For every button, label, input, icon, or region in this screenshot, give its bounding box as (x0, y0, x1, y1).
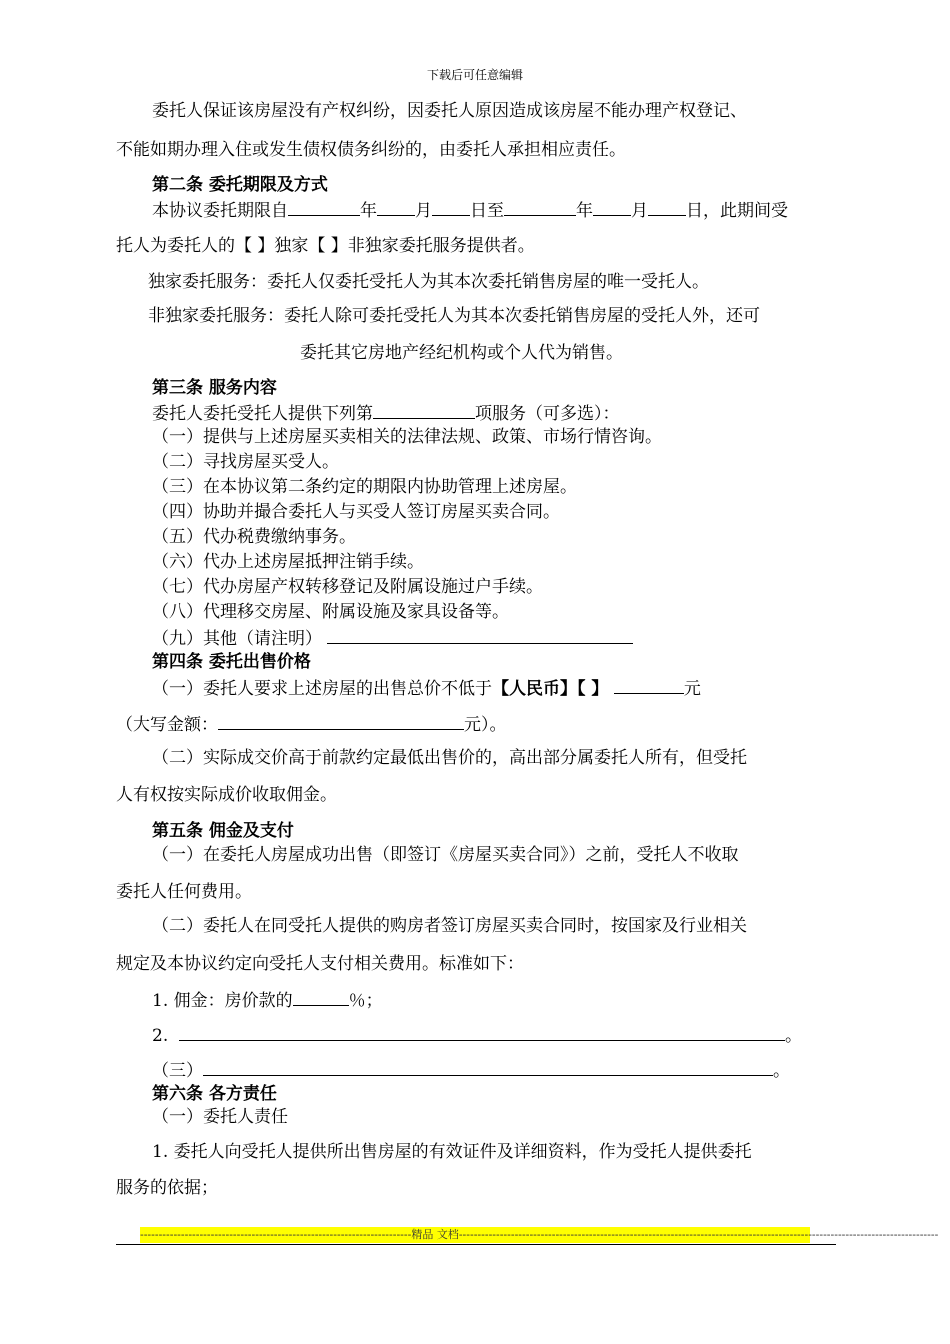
service-item: （二）寻找房屋买受人。 (152, 452, 339, 472)
article-5-heading: 第五条 佣金及支付 (152, 821, 294, 841)
commission-line (152, 988, 383, 1012)
text: 2. (152, 1026, 169, 1046)
text: 年 (360, 201, 377, 221)
text: ％； (348, 991, 383, 1011)
paragraph-line: 不能如期办理入住或发生债权债务纠纷的，由委托人承担相应责任。 (116, 140, 626, 160)
fee-2-blank (179, 1023, 785, 1041)
text: 。 (773, 1061, 790, 1081)
paragraph-line: 非独家委托服务：委托人除可委托受托人为其本次委托销售房屋的受托人外，还可 (148, 306, 760, 326)
paragraph-line: （二）实际成交价高于前款约定最低出售价的，高出部分属委托人所有，但受托 (152, 748, 747, 768)
paragraph-line: 托人为委托人的【 】独家【 】非独家委托服务提供者。 (116, 236, 535, 256)
fee-line-2 (152, 1023, 802, 1047)
service-item: （五）代办税费缴纳事务。 (152, 527, 356, 547)
service-item: （七）代办房屋产权转移登记及附属设施过户手续。 (152, 577, 543, 597)
text: 月 (415, 201, 432, 221)
paragraph-line: 服务的依据； (116, 1178, 218, 1198)
price-words-line (116, 712, 507, 736)
service-select-line (152, 401, 620, 425)
service-item: （一）提供与上述房屋买卖相关的法律法规、政策、市场行情咨询。 (152, 427, 662, 447)
text: 元 (683, 679, 701, 699)
service-item-other (152, 626, 633, 650)
service-item: （四）协助并撮合委托人与买受人签订房屋买卖合同。 (152, 502, 560, 522)
paragraph-line: 1. 委托人向受托人提供所出售房屋的有效证件及详细资料，作为受托人提供委托 (152, 1142, 752, 1162)
text: 月 (631, 201, 648, 221)
text: 元）。 (464, 715, 507, 735)
text: 日，此期间受 (686, 201, 788, 221)
text: （三） (152, 1061, 203, 1081)
fee-line-3 (152, 1058, 790, 1082)
commission-percent-blank (293, 988, 349, 1006)
term-period-line (152, 198, 788, 222)
text: 本协议委托期限自 (152, 201, 288, 221)
service-item: （三）在本协议第二条约定的期限内协助管理上述房屋。 (152, 477, 577, 497)
paragraph-line: 委托其它房地产经纪机构或个人代为销售。 (300, 343, 623, 363)
text: （九）其他（请注明） (152, 629, 322, 649)
other-service-blank (327, 626, 633, 644)
price-line (152, 676, 701, 700)
paragraph-line: 规定及本协议约定向受托人支付相关费用。标准如下： (116, 954, 524, 974)
paragraph-line: （一）委托人责任 (152, 1107, 288, 1127)
text: 【人民币】【 】 (492, 679, 609, 699)
text: 年 (576, 201, 593, 221)
text: 1. 佣金：房价款的 (152, 991, 293, 1011)
page-footer (140, 1227, 939, 1243)
text: 日至 (470, 201, 504, 221)
text: 项服务（可多选）： (475, 404, 620, 424)
paragraph-line: （二）委托人在同受托人提供的购房者签订房屋买卖合同时，按国家及行业相关 (152, 916, 747, 936)
footer-label: 精品 文档 (411, 1228, 459, 1241)
footer-dashes-left: ------------------------------------------------------------------------- (140, 1228, 412, 1241)
footer-dashes-right: --------------------------------------------------------------------------------------------------------------------------------- (458, 1228, 939, 1241)
paragraph-line: 委托人保证该房屋没有产权纠纷，因委托人原因造成该房屋不能办理产权登记、 (152, 101, 747, 121)
start-day-blank (432, 198, 470, 216)
service-item: （六）代办上述房屋抵押注销手续。 (152, 552, 424, 572)
article-4-heading: 第四条 委托出售价格 (152, 652, 311, 672)
service-item: （八）代理移交房屋、附属设施及家具设备等。 (152, 602, 509, 622)
footer-rule (116, 1244, 836, 1245)
end-month-blank (593, 198, 631, 216)
paragraph-line: 独家委托服务：委托人仅委托受托人为其本次委托销售房屋的唯一受托人。 (148, 272, 709, 292)
text: （大写金额： (116, 715, 218, 735)
start-year-blank (288, 198, 360, 216)
article-6-heading: 第六条 各方责任 (152, 1084, 277, 1104)
service-number-blank (373, 401, 475, 419)
text: （一）委托人要求上述房屋的出售总价不低于 (152, 679, 492, 699)
start-month-blank (377, 198, 415, 216)
price-words-blank (218, 712, 464, 730)
article-2-heading: 第二条 委托期限及方式 (152, 175, 328, 195)
paragraph-line: 人有权按实际成价收取佣金。 (116, 785, 337, 805)
text: 。 (785, 1026, 803, 1046)
end-day-blank (648, 198, 686, 216)
text: 委托人委托受托人提供下列第 (152, 404, 373, 424)
paragraph-line: 委托人任何费用。 (116, 882, 252, 902)
page-header: 下载后可任意编辑 (426, 68, 523, 82)
price-amount-blank (614, 676, 684, 694)
fee-3-blank (203, 1058, 773, 1076)
end-year-blank (504, 198, 576, 216)
paragraph-line: （一）在委托人房屋成功出售（即签订《房屋买卖合同》）之前，受托人不收取 (152, 845, 739, 865)
article-3-heading: 第三条 服务内容 (152, 378, 277, 398)
